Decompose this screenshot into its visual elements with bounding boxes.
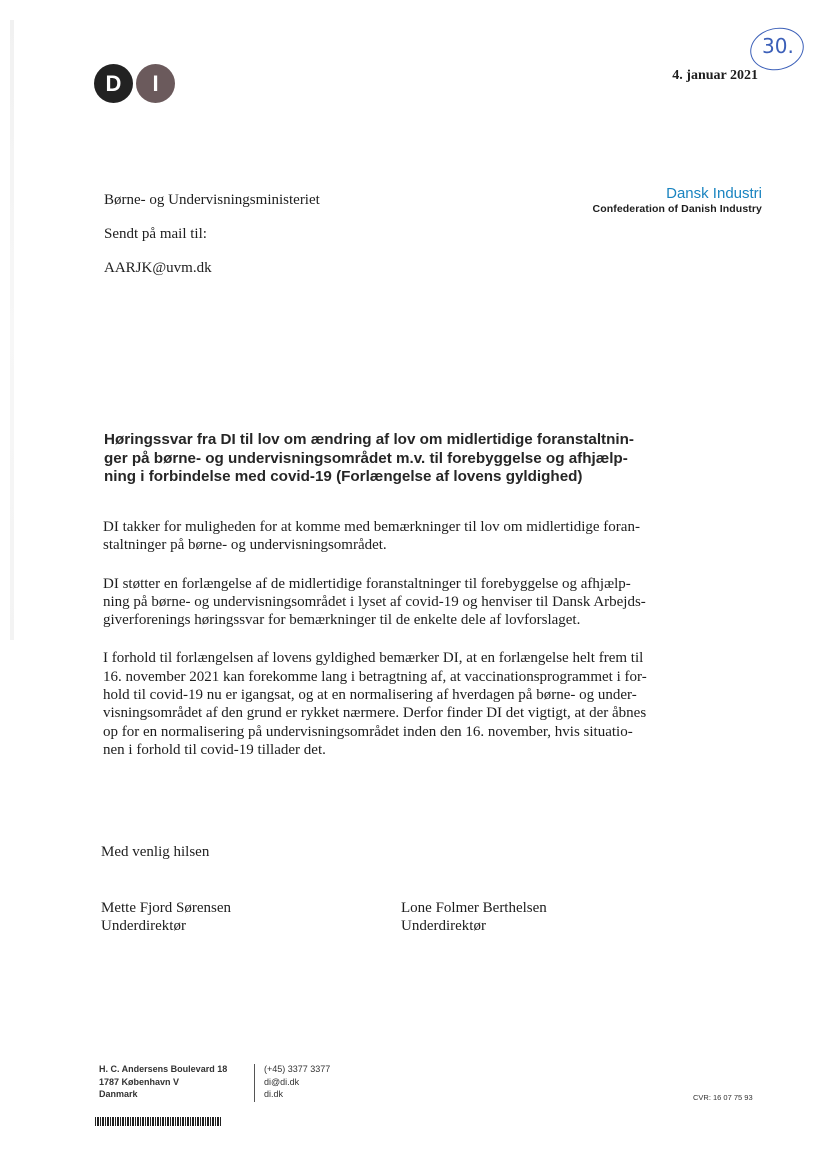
recipient-name: Børne- og Undervisningsministeriet	[104, 192, 320, 208]
scan-edge-artifact	[10, 20, 14, 640]
body-line: staltninger på børne- og undervisningsområdet.	[103, 537, 387, 554]
footer-phone: (+45) 3377 3377	[264, 1064, 331, 1074]
body-line: op for en normalisering på undervisningsområdet inden den 16. november, hvis situatio-	[103, 723, 633, 740]
handwritten-number: 30.	[762, 34, 794, 58]
footer-address-line: 1787 København V	[99, 1076, 180, 1087]
signatory-2	[401, 899, 547, 935]
signatory-title: Underdirektør	[101, 918, 186, 934]
footer-divider	[254, 1064, 255, 1102]
body-line: 16. november 2021 kan forekomme lang i betragtning af, at vaccinationsprogrammet i for-	[103, 668, 647, 685]
footer-contact	[264, 1063, 330, 1101]
letter-subject	[104, 431, 704, 487]
body-paragraph	[103, 518, 683, 555]
body-line: visningsområdet af den grund er rykket nærmere. Derfor finder DI det vigtigt, at der åbnes	[103, 705, 647, 722]
footer-cvr: CVR: 16 07 75 93	[693, 1093, 753, 1102]
body-paragraph	[103, 575, 683, 630]
organization-subtitle: Confederation of Danish Industry	[592, 203, 762, 215]
recipient-email: AARJK@uvm.dk	[104, 260, 212, 276]
body-line: nen i forhold til covid-19 tillader det.	[103, 741, 326, 758]
logo-letter-i: I	[136, 64, 175, 103]
closing-salutation: Med venlig hilsen	[101, 844, 210, 860]
footer-email: di@di.dk	[264, 1076, 300, 1087]
barcode	[95, 1117, 222, 1126]
footer-address-line: H. C. Andersens Boulevard 18	[99, 1064, 228, 1074]
body-line: giverforenings høringssvar for bemærkninger til de enkelte dele af lovforslaget.	[103, 612, 581, 629]
body-line: hold til covid-19 nu er igangsat, og at en normalisering af hverdagen på børne- og under-	[103, 687, 637, 704]
subject-line: Høringssvar fra DI til lov om ændring af lov om midlertidige foranstaltnin-	[104, 431, 634, 448]
organization-name: Dansk Industri	[666, 185, 762, 202]
body-line: DI støtter en forlængelse af de midlertidige foranstaltninger til forebyggelse og afhjælp-	[103, 575, 631, 592]
signatory-title: Underdirektør	[401, 918, 486, 934]
signatory-1	[101, 899, 231, 935]
signatory-name: Mette Fjord Sørensen	[101, 900, 231, 916]
footer-address-line: Danmark	[99, 1089, 138, 1099]
subject-line: ger på børne- og undervisningsområdet m.v. til forebyggelse og afhjælp-	[104, 449, 628, 467]
letter-body	[103, 518, 683, 779]
footer-website: di.dk	[264, 1089, 284, 1099]
sent-via-label: Sendt på mail til:	[104, 226, 207, 242]
body-paragraph	[103, 649, 683, 759]
signatory-name: Lone Folmer Berthelsen	[401, 900, 547, 916]
footer-address	[99, 1063, 227, 1101]
body-line: DI takker for muligheden for at komme med bemærkninger til lov om midlertidige foran-	[103, 519, 640, 535]
organization-block	[593, 185, 762, 215]
subject-line: ning i forbindelse med covid-19 (Forlængelse af lovens gyldighed)	[104, 468, 583, 485]
di-logo	[94, 64, 175, 103]
body-line: I forhold til forlængelsen af lovens gyldighed bemærker DI, at en forlængelse helt frem til	[103, 650, 644, 667]
body-line: ning på børne- og undervisningsområdet i lyset af covid-19 og henviser til Dansk Arbejds-	[103, 593, 646, 610]
logo-letter-d: D	[94, 64, 133, 103]
letter-date: 4. januar 2021	[672, 68, 758, 83]
recipient-block	[104, 183, 320, 285]
